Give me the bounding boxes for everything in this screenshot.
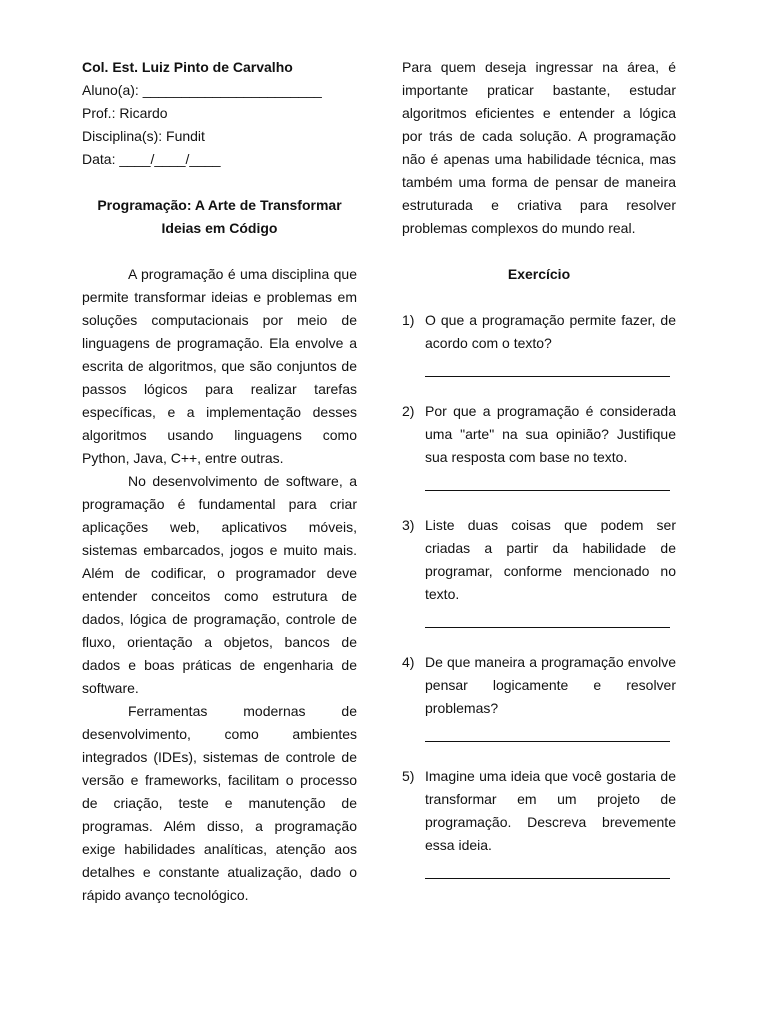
question-3 [402, 514, 676, 628]
question-text: O que a programação permite fazer, de acordo com o texto? [425, 312, 676, 351]
date-field: Data: ____/____/____ [82, 151, 221, 167]
answer-line[interactable] [425, 857, 670, 879]
article-paragraph: A programação é uma disciplina que permite transformar ideias e problemas em soluções computacionais por meio de linguagens de programação. Ela envolve a escrita de algoritmos, que são conjuntos de passos lógicos para realizar tarefas específicas, e a implementação desses algoritmos usando linguagens como Python, Java, C++, entre outras. [82, 266, 357, 466]
answer-line[interactable] [425, 720, 670, 742]
answer-line[interactable] [425, 606, 670, 628]
question-number: 4) [402, 654, 415, 670]
article-paragraph: Ferramentas modernas de desenvolvimento, como ambientes integrados (IDEs), sistemas de controle de versão e frameworks, facilitam o processo de criação, teste e manutenção de programas. Além disso, a programação exige habilidades analíticas, atenção aos detalhes e constante atualização, dado o rápido avanço tecnológico. [82, 703, 357, 903]
question-4 [402, 651, 676, 742]
question-2 [402, 400, 676, 491]
question-text: Imagine uma ideia que você gostaria de transformar em um projeto de programação. Descreva brevemente essa ideia. [425, 768, 676, 853]
article-title-line-2: Ideias em Código [161, 220, 278, 236]
article-title-line-1: Programação: A Arte de Transformar [97, 197, 342, 213]
subject-field: Disciplina(s): Fundit [82, 128, 205, 144]
school-name: Col. Est. Luiz Pinto de Carvalho [82, 59, 293, 75]
student-field: Aluno(a): _______________________ [82, 82, 322, 98]
question-number: 2) [402, 403, 415, 419]
answer-line[interactable] [425, 469, 670, 491]
teacher-field: Prof.: Ricardo [82, 105, 168, 121]
article-paragraph: Para quem deseja ingressar na área, é importante praticar bastante, estudar algoritmos eficientes e entender a lógica por trás de cada solução. A programação não é apenas uma habilidade técnica, mas também uma forma de pensar de maneira estruturada e criativa para resolver problemas complexos do mundo real. [402, 59, 676, 236]
question-text: Por que a programação é considerada uma "arte" na sua opinião? Justifique sua resposta com base no texto. [425, 403, 676, 465]
left-column [82, 56, 357, 907]
article-paragraph: No desenvolvimento de software, a programação é fundamental para criar aplicações web, aplicativos móveis, sistemas embarcados, jogos e muito mais. Além de codificar, o programador deve entender conceitos como estrutura de dados, lógica de programação, controle de fluxo, orientação a objetos, bancos de dados e boas práticas de engenharia de software. [82, 473, 357, 696]
header-block [82, 56, 357, 171]
question-number: 3) [402, 517, 415, 533]
exercise-title: Exercício [507, 266, 571, 282]
article-title [82, 194, 357, 240]
question-text: De que maneira a programação envolve pensar logicamente e resolver problemas? [425, 654, 676, 716]
question-text: Liste duas coisas que podem ser criadas a partir da habilidade de programar, conforme mencionado no texto. [425, 517, 676, 602]
question-1 [402, 309, 676, 377]
question-5 [402, 765, 676, 879]
right-column [402, 56, 676, 879]
question-number: 5) [402, 768, 415, 784]
answer-line[interactable] [425, 355, 670, 377]
question-number: 1) [402, 312, 415, 328]
